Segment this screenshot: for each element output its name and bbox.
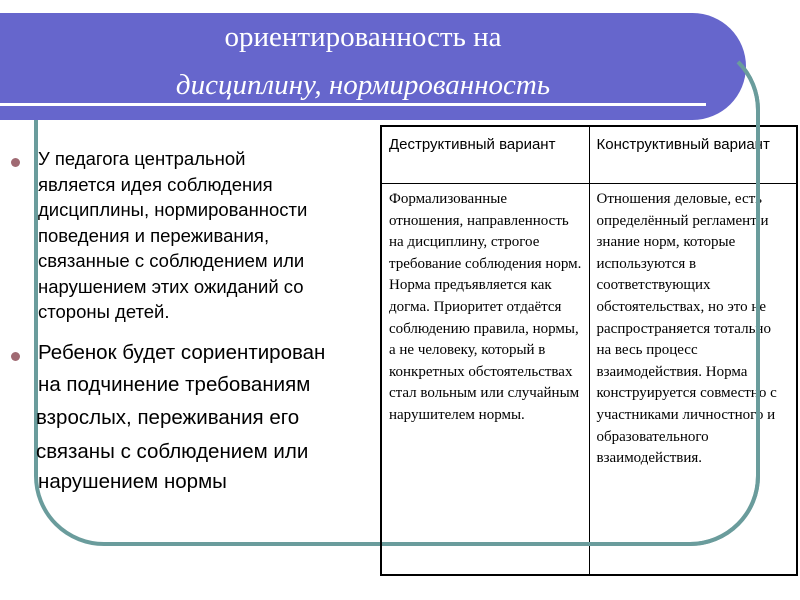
bullet-icon — [11, 352, 20, 361]
slide-title-line-1: ориентированность на — [224, 21, 502, 53]
header-destructive: Деструктивный вариант — [381, 126, 589, 184]
cell-destructive: Формализованные отношения, направленность на дисциплину, строгое требование соблюдения норм. Норма предъявляется как догма. Приоритет отдаётся соблюдению правила, нормы, а не человеку, который в конкретных обстоятельствах стал вольным или случайным нарушителем нормы. — [381, 184, 589, 576]
header-constructive: Конструктивный вариант — [589, 126, 797, 184]
bullet-2-line: связаны с соблюдением или — [36, 440, 309, 463]
bullet-2-line: на подчинение требованиям — [38, 373, 311, 396]
table-row — [381, 184, 797, 576]
bullet-1-line: стороны детей. — [38, 301, 170, 322]
title-underline — [0, 103, 706, 106]
bullet-1-line: нарушением этих ожиданий со — [38, 275, 304, 297]
bullet-1-line: У педагога центральной — [38, 148, 246, 169]
bullet-1-line: связанные с соблюдением или — [38, 250, 305, 271]
comparison-table — [380, 125, 798, 576]
bullet-1-line: дисциплины, нормированности — [38, 199, 308, 220]
bullet-2-line: нарушением нормы — [38, 470, 227, 493]
slide-title-line-2: дисциплину, нормированность — [175, 69, 551, 101]
cell-constructive: Отношения деловые, есть определённый регламент и знание норм, которые используются в соответствующих обстоятельствах, но это не распространяется тотально на весь процесс взаимодействия. Норма конструируется совместно с участниками личностного и образовательного взаимодействия. — [589, 184, 797, 576]
bullet-icon — [11, 158, 20, 167]
table-header-row — [381, 126, 797, 184]
bullet-2-line: Ребенок будет сориентирован — [38, 341, 326, 364]
bullet-1-line: поведения и переживания, — [38, 224, 270, 246]
title-bar — [0, 13, 746, 120]
bullet-1-line: является идея соблюдения — [38, 173, 273, 195]
bullet-2-line: взрослых, переживания его — [36, 406, 300, 429]
